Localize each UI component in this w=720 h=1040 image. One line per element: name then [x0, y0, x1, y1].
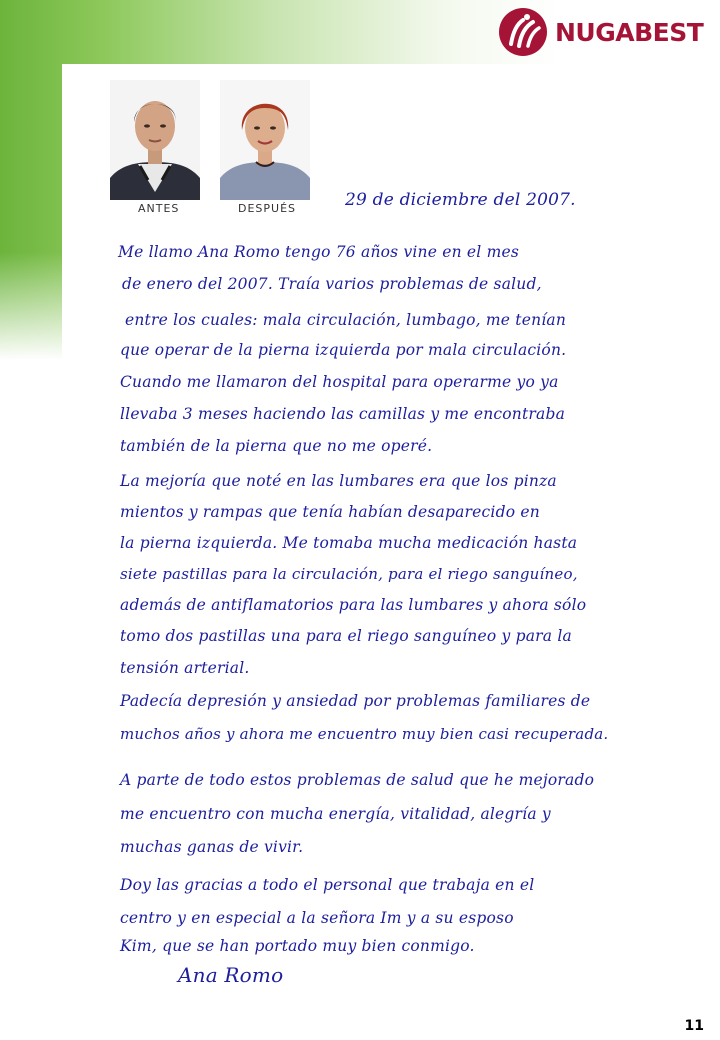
letter-line: tensión arterial. — [120, 659, 250, 677]
letter-line: además de antiflamatorios para las lumbares y ahora sólo — [120, 596, 587, 614]
letter-line: centro y en especial a la señora Im y a su esposo — [120, 909, 514, 927]
letter-line: siete pastillas para la circulación, para el riego sanguíneo, — [120, 565, 578, 583]
letter-line: me encuentro con mucha energía, vitalidad, alegría y — [120, 805, 551, 823]
letter-line: muchos años y ahora me encuentro muy bien casi recuperada. — [120, 725, 609, 743]
after-photo — [220, 80, 310, 200]
letter-line: la pierna izquierda. Me tomaba mucha medicación hasta — [120, 534, 578, 552]
green-band-fade — [0, 0, 64, 360]
letter-line: tomo dos pastillas una para el riego sanguíneo y para la — [120, 627, 572, 645]
letter-line: entre los cuales: mala circulación, lumbago, me tenían — [125, 311, 567, 329]
letter-line: Kim, que se han portado muy bien conmigo. — [120, 937, 475, 955]
letter-line: Me llamo Ana Romo tengo 76 años vine en el mes — [118, 243, 519, 261]
letter-line: también de la pierna que no me operé. — [120, 437, 433, 455]
brand-name: NUGABEST — [555, 17, 704, 47]
before-label: ANTES — [138, 202, 180, 215]
letter-date: 29 de diciembre del 2007. — [345, 190, 576, 210]
letter-line: de enero del 2007. Traía varios problemas de salud, — [122, 275, 542, 293]
after-label: DESPUÉS — [238, 202, 297, 215]
page-number: 11 — [684, 1018, 704, 1034]
letter-line: A parte de todo estos problemas de salud que he mejorado — [120, 771, 595, 789]
nugabest-logo — [497, 6, 712, 58]
nugabest-logo-icon — [497, 6, 551, 58]
letter-line: Doy las gracias a todo el personal que trabaja en el — [120, 876, 535, 894]
letter-line: mientos y rampas que tenía habían desaparecido en — [120, 503, 540, 521]
letter-line: Cuando me llamaron del hospital para operarme yo ya — [120, 373, 559, 391]
letter-line: llevaba 3 meses haciendo las camillas y me encontraba — [120, 405, 566, 423]
letter-line: que operar de la pierna izquierda por mala circulación. — [120, 341, 567, 359]
before-photo — [110, 80, 200, 200]
letter-line: Padecía depresión y ansiedad por problemas familiares de — [120, 692, 591, 710]
signature: Ana Romo — [178, 963, 284, 987]
letter-line: muchas ganas de vivir. — [120, 838, 304, 856]
letter-line: La mejoría que noté en las lumbares era que los pinza — [120, 472, 557, 490]
